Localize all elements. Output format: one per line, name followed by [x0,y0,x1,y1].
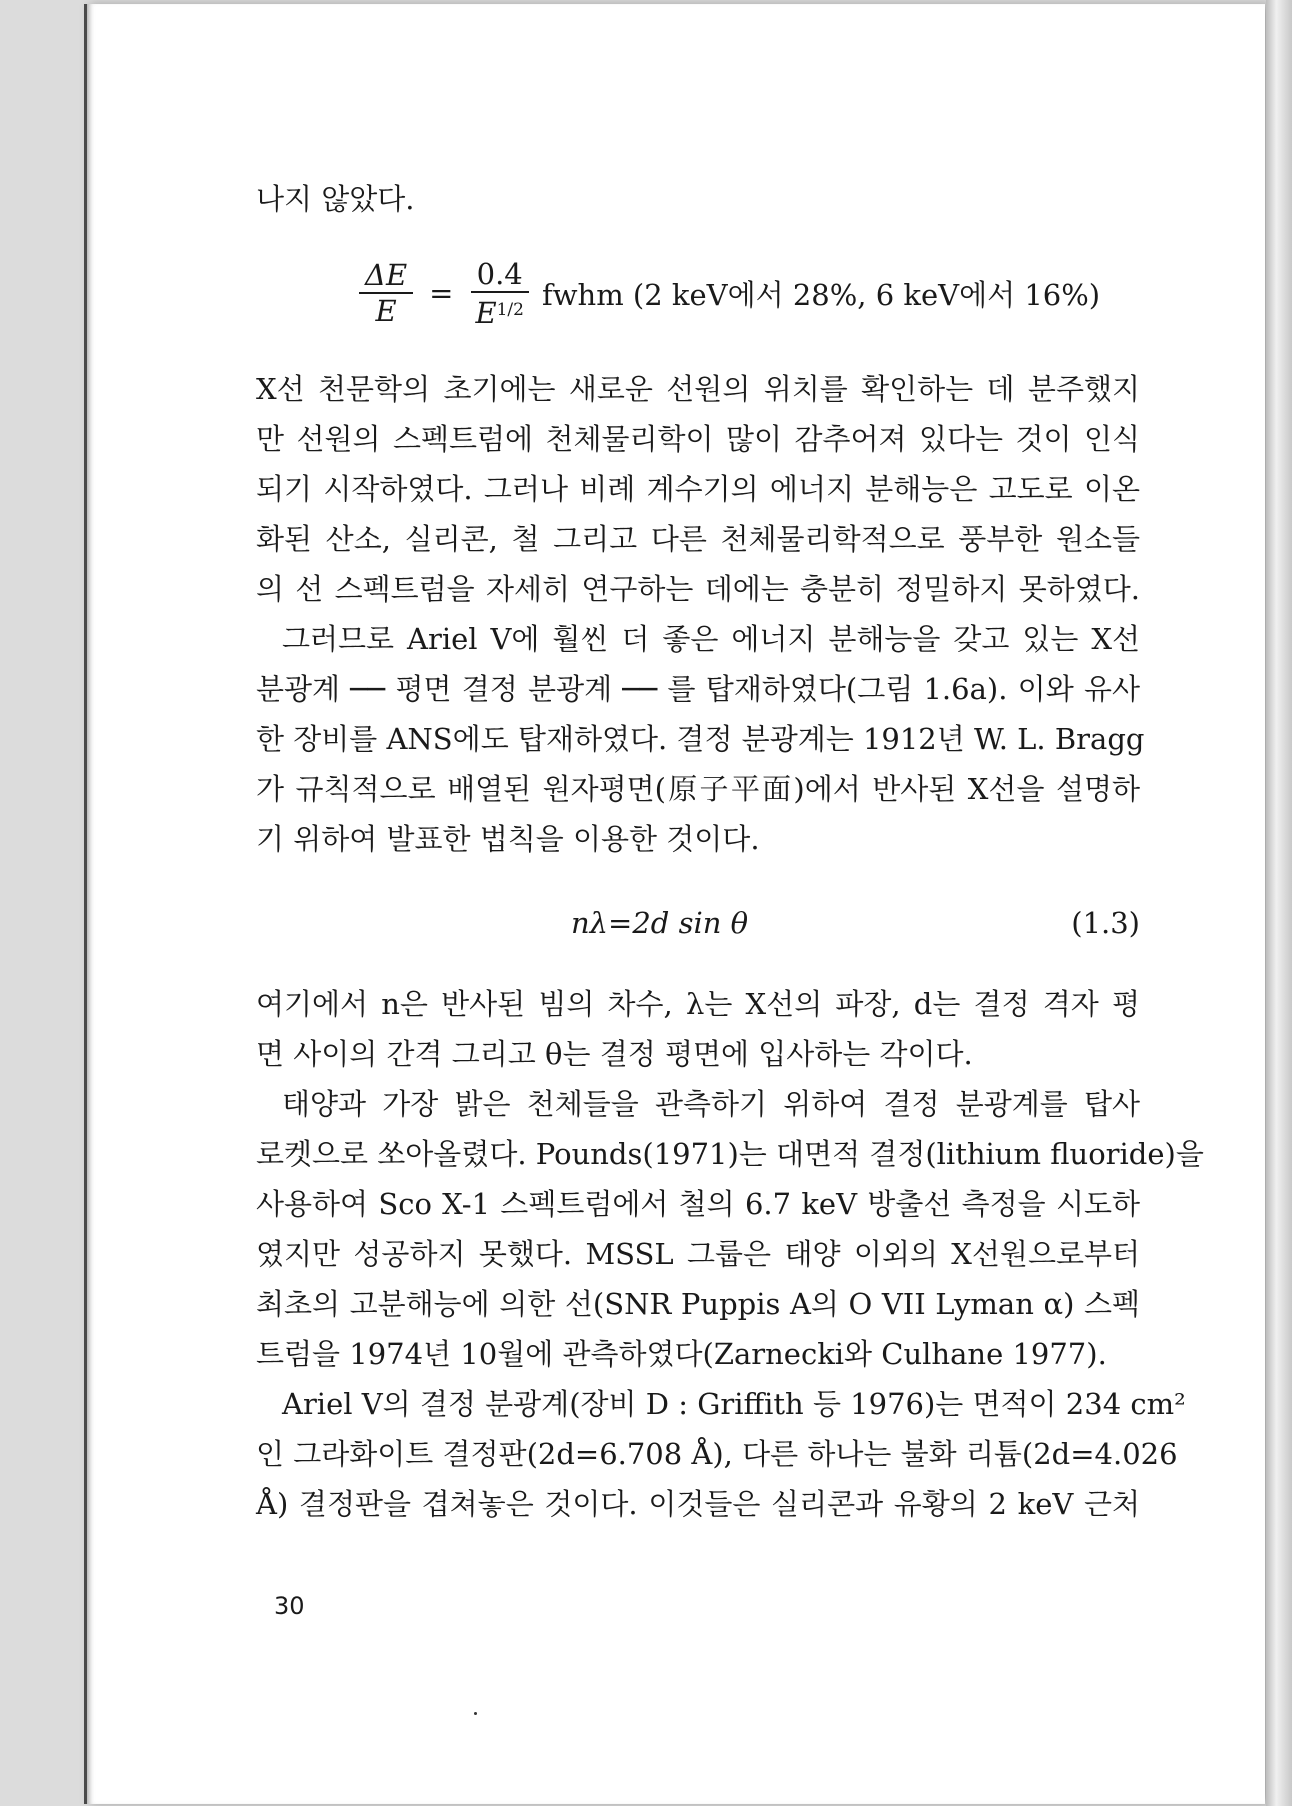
text-line-6: 의 선 스펙트럼을 자세히 연구하는 데에는 충분히 정밀하지 못하였다. [256,572,1140,606]
text-line-11: 기 위하여 발표한 법칙을 이용한 것이다. [256,822,760,856]
text-line-16: 사용하여 Sco X-1 스펙트럼에서 철의 6.7 keV 방출선 측정을 시도하 [256,1187,1140,1221]
text-line-18: 최초의 고분해능에 의한 선(SNR Puppis A의 O VII Lyman α) 스펙 [256,1287,1140,1321]
denominator-base: E [475,295,497,330]
text-line-12: 여기에서 n은 반사된 빔의 차수, λ는 X선의 파장, d는 결정 격자 평 [256,987,1140,1021]
equation-note: fwhm (2 keV에서 28%, 6 keV에서 16%) [541,277,1101,312]
fraction-numerator: ΔE [359,258,413,294]
equation-number: (1.3) [1071,906,1140,940]
text-line-10: 가 규칙적으로 배열된 원자평면(原子平面)에서 반사된 X선을 설명하 [256,772,1140,806]
text-line-9: 한 장비를 ANS에도 탑재하였다. 결정 분광계는 1912년 W. L. Bragg [256,722,1145,756]
stray-dot [474,1712,477,1715]
equals-sign: = [429,276,454,310]
text-line-14: 태양과 가장 밝은 천체들을 관측하기 위하여 결정 분광계를 탑사 [282,1087,1140,1121]
text-line-21: 인 그라화이트 결정판(2d=6.708 Å), 다른 하나는 불화 리튬(2d=4.026 [256,1437,1178,1471]
text-line-22: Å) 결정판을 겹쳐놓은 것이다. 이것들은 실리콘과 유황의 2 keV 근처 [256,1487,1140,1521]
fraction-point-four [469,257,530,330]
text-line-1: 나지 않았다. [256,182,415,216]
equation-bragg-law [256,903,1140,943]
text-line-3: 만 선원의 스펙트럼에 천체물리학이 많이 감추어져 있다는 것이 인식 [256,422,1140,456]
text-line-19: 트럼을 1974년 10월에 관측하였다(Zarnecki와 Culhane 1977). [256,1337,1107,1371]
fraction-delta-e-over-e [359,258,413,328]
fraction-numerator-value: 0.4 [471,257,529,293]
text-line-7: 그러므로 Ariel V에 훨씬 더 좋은 에너지 분해능을 갖고 있는 X선 [282,622,1140,656]
text-line-5: 화된 산소, 실리콘, 철 그리고 다른 천체물리학적으로 풍부한 원소들 [256,522,1140,556]
page-number: 30 [274,1592,305,1620]
page-edge [1266,0,1292,1806]
fraction-denominator-value [469,293,530,330]
text-line-15: 로켓으로 쏘아올렸다. Pounds(1971)는 대면적 결정(lithium fluoride)을 [256,1137,1204,1171]
text-line-17: 였지만 성공하지 못했다. MSSL 그룹은 태양 이외의 X선원으로부터 [256,1237,1140,1271]
text-line-4: 되기 시작하였다. 그러나 비례 계수기의 에너지 분해능은 고도로 이온 [256,472,1140,506]
bragg-equation-body: nλ=2d sin θ [571,906,749,940]
text-line-8: 분광계 ── 평면 결정 분광계 ── 를 탑재하였다(그림 1.6a). 이와 유사 [256,672,1140,706]
equation-energy-resolution [355,258,1100,328]
text-line-20: Ariel V의 결정 분광계(장비 D : Griffith 등 1976)는 면적이 234 cm² [282,1387,1186,1421]
fraction-denominator: E [375,294,397,328]
text-line-2: X선 천문학의 초기에는 새로운 선원의 위치를 확인하는 데 분주했지 [256,372,1140,406]
denominator-exponent: 1/2 [496,299,524,320]
text-line-13: 면 사이의 간격 그리고 θ는 결정 평면에 입사하는 각이다. [256,1037,973,1071]
